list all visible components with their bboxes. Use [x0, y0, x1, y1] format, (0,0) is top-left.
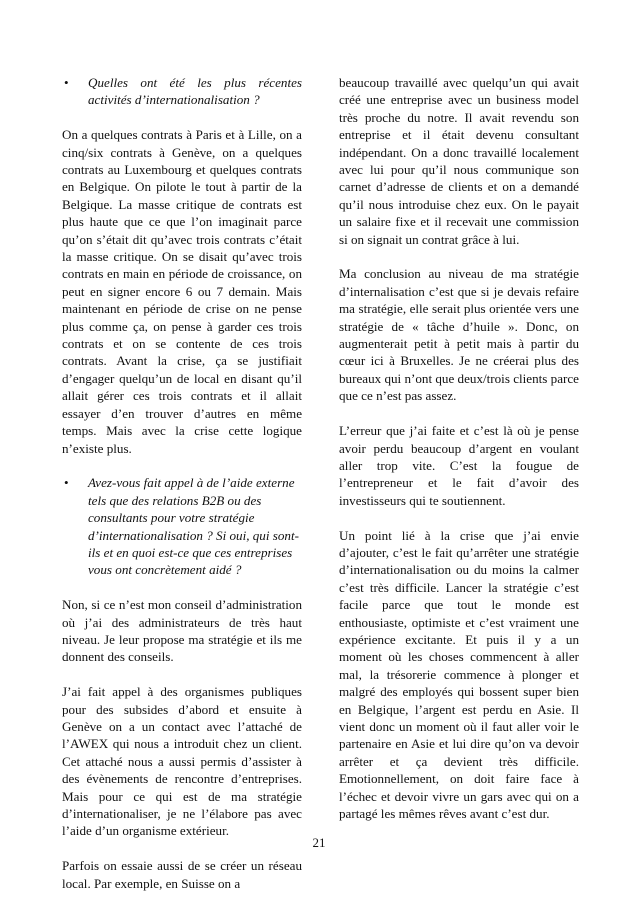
question-1: [62, 74, 302, 109]
answer-paragraph-5: beaucoup travaillé avec quelqu’un qui avait créé une entreprise avec un business model très proche du notre. Il avait revendu son entreprise et il était devenu consultant indépendant. On a donc travaillé localement avec lui pour qu’il nous communique son carnet d’adresse de clients et on a demandé qu’il nous introduise chez eux. On le payait un salaire fixe et il recevait une commission si on signait un contrat grâce à lui.: [339, 75, 579, 247]
question-2-text: Avez-vous fait appel à de l’aide externe tels que des relations B2B ou des consultants pour votre stratégie d’internationalisation ? Si oui, qui sont-ils et en quoi est-ce que ces entreprises vous ont concrètement aidé ?: [88, 475, 299, 578]
left-column: [62, 74, 302, 909]
answer-paragraph-6: Ma conclusion au niveau de ma stratégie d’internalisation c’est que si je devais refaire ma stratégie, elle serait plus orientée vers une stratégie de « tâche d’huile ». Donc, on augmenterait petit à petit mais à partir du cœur ici à Bruxelles. Je ne créerai plus des bureaux qui n’ont que deux/trois clients parce que ce n’est pas assez.: [339, 266, 579, 404]
answer-paragraph-7: L’erreur que j’ai faite et c’est là où je pense avoir perdu beaucoup d’argent en voulant aller trop vite. C’est la fougue de l’entrepreneur et le fait d’avoir des investisseurs qui te soutiennent.: [339, 423, 579, 508]
answer-paragraph-8: Un point lié à la crise que j’ai envie d’ajouter, c’est le fait qu’arrêter une stratégie d’internationalisation ou du moins la calmer c’est très difficile. Lancer la stratégie c’est facile parce que tout le monde est enthousiaste, optimiste et c’est vraiment une expérience excitante. Et puis il y a un moment où les choses commencent à aller mal, la trésorerie commence à plonger et malgré des employés qui bossent super bien en Belgique, l’argent est perdu en Asie. Il vient donc un moment où il faut aller voir le partenaire en Asie et lui dire qu’on va devoir arrêter et ça devient très difficile. Emotionnellement, on doit faire face à l’échec et devoir vivre un gars avec qui on a partagé les mêmes rêves avant c’est dur.: [339, 527, 579, 822]
answer-paragraph-3: J’ai fait appel à des organismes publiques pour des subsides d’abord et ensuite à Genève on a un contact avec l’attaché de l’AWEX qui nous a introduit chez un client. Cet attaché nous a aussi permis d’assister à des évènements de rencontre d’entreprises. Mais pour ce qui est de ma stratégie d’internationaliser, je ne l’élabore pas avec l’aide d’un organisme extérieur.: [62, 684, 302, 839]
bullet-icon: •: [64, 475, 69, 491]
answer-paragraph-1: On a quelques contrats à Paris et à Lille, on a cinq/six contrats à Genève, on a quelques contrats au Luxembourg et quelques contrats en Belgique. On pilote le tout à partir de la Belgique. La masse critique de contrats est plus haute que ce que l’on imaginait parce qu’on s’était dit qu’avec trois contrats c’était la masse critique. On se disait qu’avec trois contrats en main en période de croissance, on peut en signer encore 6 ou 7 demain. Mais maintenant en période de crise on ne pense plus comme ça, on pense à garder ces trois contrats et on se contente de ces trois contrats. Avant la crise, ça se justifiait d’engager quelqu’un de local en disant qu’il allait gérer ces trois contrats et il allait essayer d’en trouver d’autres en même temps. Mais avec la crise cette logique n’existe plus.: [62, 127, 302, 456]
bullet-icon: •: [64, 75, 69, 90]
right-column: [339, 74, 579, 840]
question-2: [62, 474, 302, 578]
page-number: 21: [312, 835, 326, 850]
question-1-text: Quelles ont été les plus récentes activités d’internationalisation ?: [88, 75, 302, 108]
answer-paragraph-4: Parfois on essaie aussi de se créer un réseau local. Par exemple, en Suisse on a: [62, 858, 302, 891]
answer-paragraph-2: Non, si ce n’est mon conseil d’administration où j’ai des administrateurs de très haut niveau. Je leur propose ma stratégie et ils me donnent des conseils.: [62, 597, 302, 665]
